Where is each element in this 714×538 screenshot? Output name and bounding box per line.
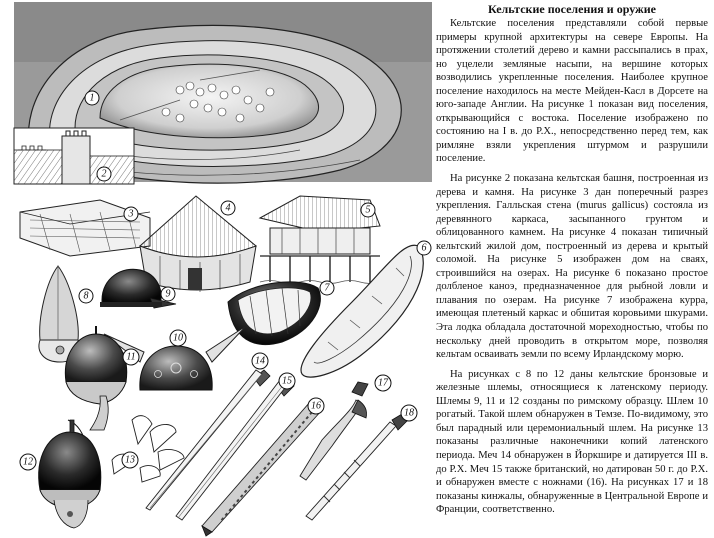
svg-text:17: 17 xyxy=(378,377,388,389)
article-paragraph-3: На рисунках с 8 по 12 даны кельтские бронзовые и железные шлемы, относящиеся к латенскому периоду. Шлемы 9, 11 и 12 созданы по римскому образцу. Шлем 10 рогатый. Такой шлем обнаружен в Темзе. По-видимому, это был парадный или церемониальный шлем. На рисунке 13 показаны различные наконечники копий латенского периода. Меч 14 обнаружен в Йоркшире и датируется III в. до Р.Х. Меч 15 также британский, но датирован 50 г. до Р.Х. и обнаружен вместе с ножнами (16). На рисунках 17 и 18 показаны кинжалы, обнаруженные в Центральной Европе и Франции, соответственно. xyxy=(436,368,708,516)
figure-number-3 xyxy=(124,207,138,221)
svg-text:10: 10 xyxy=(173,332,183,344)
svg-text:3: 3 xyxy=(128,208,134,220)
figure-number-16 xyxy=(308,398,324,414)
figure-number-18 xyxy=(401,405,417,421)
svg-text:13: 13 xyxy=(125,454,135,466)
dagger-18-figure xyxy=(306,414,408,520)
spearheads-figure xyxy=(112,416,184,482)
article-paragraph-2: На рисунке 2 показана кельтская башня, построенная из дерева и камня. На рисунке 3 дан поперечный разрез укрепления. Галльская стена (murus gallicus) состояла из деревянного каркаса, засыпанного грунтом и облицованного камнем. На рисунке 4 показан типичный кельтский жилой дом, построенный из дерева и крытый соломой. На рисунке 5 изображен дом на сваях, строившийся на озерах. На рисунке 6 показано простое долбленое каноэ, предназначенное для рыбной ловли и плавания по озерам. На рисунке 7 изображена курра, имеющая плетеный каркас и обшитая коровьими шкурами. Эта лодка обладала достаточной мореходностью, чтобы по нескольку дней проводить в открытом море, позволяя кельтам осваивать земли по всему Ирландскому морю. xyxy=(436,173,708,361)
figure-number-13 xyxy=(122,452,138,468)
figure-number-15 xyxy=(279,373,295,389)
article-paragraph-1: Кельтские поселения представляли собой первые примеры крупной архитектуры на севере Европы. На протяжении столетий дерево и камни рассыпались в прах, но уцелели земляные насыпи, на вершине которых возводились укрепленные поселения. Наиболее крупное поселение находилось на месте Мейден-Касл в Дорсете на юго-западе Англии. На рисунке 1 показан вид поселения, открывающийся с востока. Поселение изображено по состоянию на I в. до Р.Х., непосредственно перед тем, как римляне взяли укрепления штурмом и разрушили поселение. xyxy=(436,18,708,165)
currach-boat-figure xyxy=(228,282,320,345)
article-title: Кельтские поселения и оружие xyxy=(487,2,657,16)
roundhouse-figure xyxy=(140,196,256,292)
helmet-12-figure xyxy=(39,420,101,528)
svg-text:5: 5 xyxy=(365,204,371,216)
svg-text:8: 8 xyxy=(83,290,89,302)
svg-text:2: 2 xyxy=(101,168,107,180)
svg-text:11: 11 xyxy=(126,351,136,363)
figure-number-8 xyxy=(79,289,93,303)
svg-text:9: 9 xyxy=(165,288,171,300)
figure-number-9 xyxy=(161,287,175,301)
figure-number-17 xyxy=(375,375,391,391)
figure-number-12 xyxy=(20,454,36,470)
celtic-tower-figure xyxy=(14,128,134,184)
article-column xyxy=(436,2,708,536)
svg-text:7: 7 xyxy=(324,282,330,294)
figure-number-10 xyxy=(170,330,186,346)
figure-number-14 xyxy=(252,353,268,369)
figure-number-5 xyxy=(361,203,375,217)
figure-number-7 xyxy=(320,281,334,295)
svg-text:1: 1 xyxy=(89,92,95,104)
svg-text:6: 6 xyxy=(421,242,427,254)
svg-text:4: 4 xyxy=(225,202,231,214)
figure-number-2 xyxy=(97,167,111,181)
svg-text:12: 12 xyxy=(23,456,33,468)
figure-number-6 xyxy=(417,241,431,255)
figure-number-1 xyxy=(85,91,99,105)
figure-number-4 xyxy=(221,201,235,215)
svg-text:15: 15 xyxy=(282,375,292,387)
svg-text:14: 14 xyxy=(255,355,265,367)
figure-number-11 xyxy=(123,349,139,365)
svg-text:18: 18 xyxy=(404,407,414,419)
dugout-canoe-figure xyxy=(301,245,423,377)
svg-text:16: 16 xyxy=(311,400,321,412)
